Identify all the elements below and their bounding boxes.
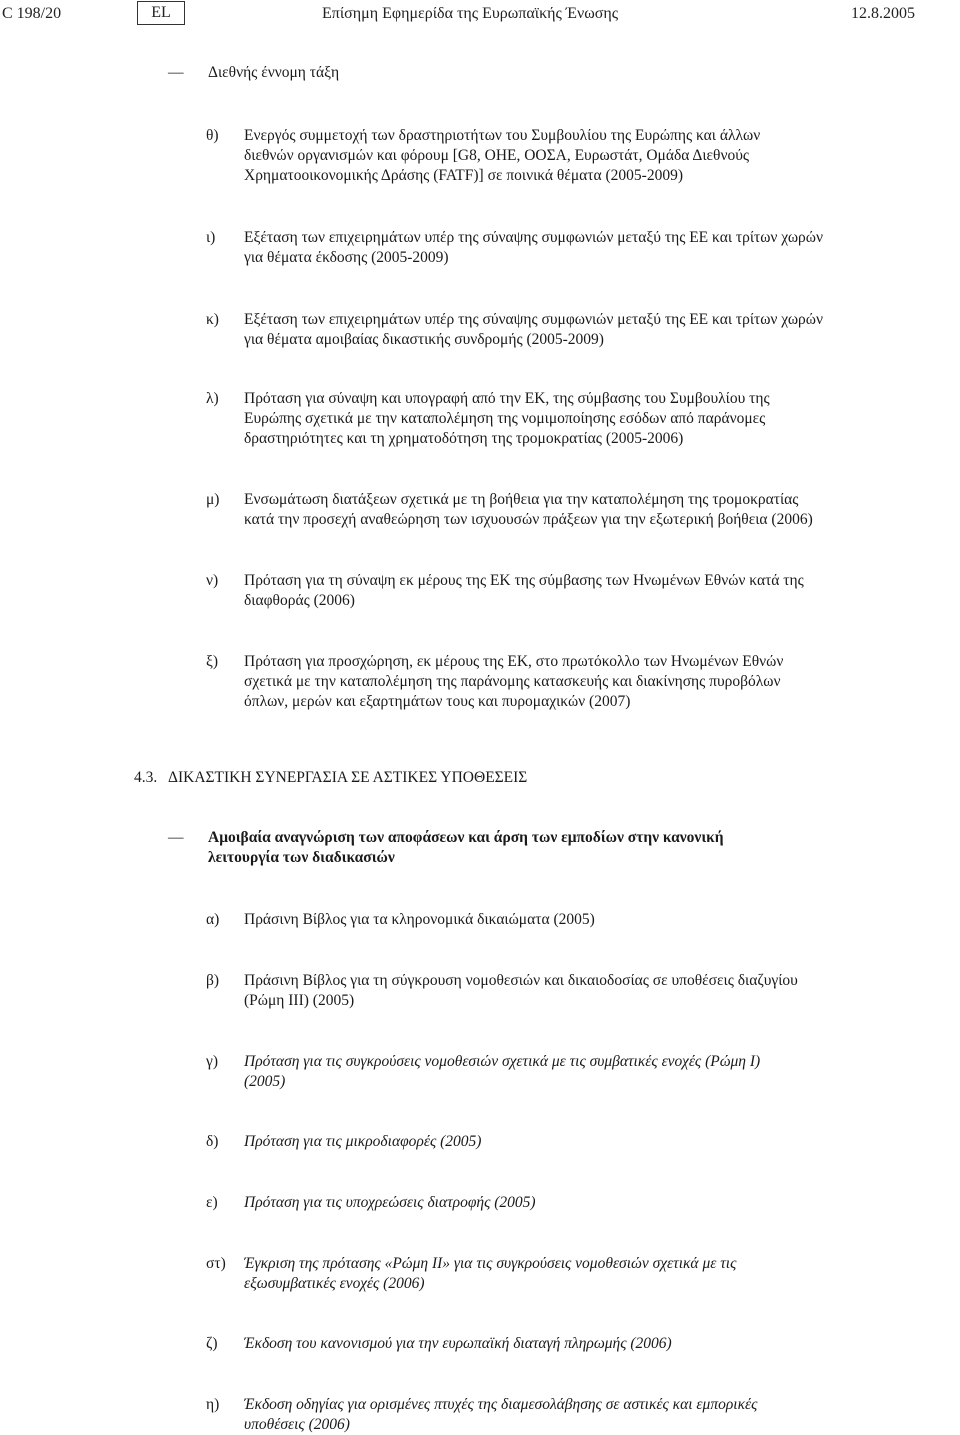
item-text [244,389,866,449]
item-marker: ζ) [206,1335,218,1352]
item-marker: ι) [206,229,216,246]
item-marker: α) [206,911,220,928]
item-line: Έκδοση οδηγίας για ορισμένες πτυχές της διαμεσολάβησης σε αστικές και εμπορικές [244,1396,758,1413]
item-line: Πράσινη Βίβλος για τη σύγκρουση νομοθεσιών και δικαιοδοσίας σε υποθέσεις διαζυγίου [244,972,798,989]
item-line: Πράσινη Βίβλος για τα κληρονομικά δικαιώματα (2005) [244,911,595,928]
item-line: για θέματα έκδοσης (2005-2009) [244,249,449,266]
item-line: Πρόταση για σύναψη και υπογραφή από την ΕΚ, της σύμβασης του Συμβουλίου της [244,390,770,407]
item-marker: θ) [206,127,219,144]
item-marker: δ) [206,1133,219,1150]
item-marker: η) [206,1396,220,1413]
section-title: ΔΙΚΑΣΤΙΚΗ ΣΥΝΕΡΓΑΣΙΑ ΣΕ ΑΣΤΙΚΕΣ ΥΠΟΘΕΣΕΙΣ [168,769,528,786]
item-line: Έκδοση του κανονισμού για την ευρωπαϊκή διαταγή πληρωμής (2006) [244,1335,672,1352]
item-line: Πρόταση για προσχώρηση, εκ μέρους της ΕΚ, στο πρωτόκολλο των Ηνωμένων Εθνών [244,653,784,670]
page-header [0,0,960,30]
item-marker: μ) [206,491,220,508]
item-text [244,1395,866,1435]
heading-dash: — [168,829,184,846]
item-line: Πρόταση για τη σύναψη εκ μέρους της ΕΚ της σύμβασης των Ηνωμένων Εθνών κατά της [244,572,804,589]
item-text [244,126,866,186]
item-marker: β) [206,972,220,989]
item-text [244,490,866,530]
item-line: Πρόταση για τις συγκρούσεις νομοθεσιών σχετικά με τις συμβατικές ενοχές (Ρώμη Ι) [244,1053,761,1070]
item-text [244,910,866,930]
item-line: Πρόταση για τις μικροδιαφορές (2005) [244,1133,482,1150]
item-line: (2005) [244,1073,286,1090]
item-text [244,228,866,268]
item-line: υποθέσεις (2006) [244,1416,350,1433]
item-text [244,971,866,1011]
item-text [244,1052,866,1092]
item-text [244,571,866,611]
item-text [244,1193,866,1213]
item-line: (Ρώμη ΙΙΙ) (2005) [244,992,355,1009]
heading-line: Αμοιβαία αναγνώριση των αποφάσεων και άρση των εμποδίων στην κανονική [208,829,724,846]
item-marker: γ) [206,1053,219,1070]
item-marker: στ) [206,1255,226,1272]
item-line: διεθνών οργανισμών και φόρουμ [G8, ΟΗΕ, ΟΟΣΑ, Ευρωστάτ, Ομάδα Διεθνούς [244,147,750,164]
language-badge: EL [137,1,185,25]
item-line: Ευρώπης σχετικά με την καταπολέμηση της νομιμοποίησης εσόδων από παράνομες [244,410,766,427]
item-line: Εξέταση των επιχειρημάτων υπέρ της σύναψης συμφωνιών μεταξύ της ΕΕ και τρίτων χωρών [244,229,823,246]
item-line: διαφθοράς (2006) [244,592,355,609]
item-line: Χρηματοοικονομικής Δράσης (FATF)] σε ποινικά θέματα (2005-2009) [244,167,683,184]
item-marker: ε) [206,1194,218,1211]
item-text [244,652,866,712]
item-line: για θέματα αμοιβαίας δικαστικής συνδρομής (2005-2009) [244,331,604,348]
item-marker: ν) [206,572,219,589]
item-marker: λ) [206,390,219,407]
item-text [244,1254,866,1294]
item-line: κατά την προσεχή αναθεώρηση των ισχυουσών πράξεων για την εξωτερική βοήθεια (2006) [244,511,813,528]
item-line: Ενσωμάτωση διατάξεων σχετικά με τη βοήθεια για την καταπολέμηση της τρομοκρατίας [244,491,799,508]
item-line: Εξέταση των επιχειρημάτων υπέρ της σύναψης συμφωνιών μεταξύ της ΕΕ και τρίτων χωρών [244,311,823,328]
civil-heading-text [208,828,866,868]
item-marker: ξ) [206,653,219,670]
item-line: σχετικά με την καταπολέμηση της παράνομης κατασκευής και διακίνησης πυροβόλων [244,673,781,690]
item-text [244,1334,866,1354]
intl-heading-text: Διεθνής έννομη τάξη [208,64,340,81]
item-line: Έγκριση της πρότασης «Ρώμη ΙΙ» για τις συγκρούσεις νομοθεσιών σχετικά με τις [244,1255,737,1272]
section-number: 4.3. [134,769,158,786]
journal-title: Επίσημη Εφημερίδα της Ευρωπαϊκής Ένωσης [322,5,619,22]
page-number: C 198/20 [2,5,62,22]
item-line: Ενεργός συμμετοχή των δραστηριοτήτων του Συμβουλίου της Ευρώπης και άλλων [244,127,761,144]
item-marker: κ) [206,311,219,328]
item-line: εξωσυμβατικές ενοχές (2006) [244,1275,425,1292]
item-line: Πρόταση για τις υποχρεώσεις διατροφής (2005) [244,1194,536,1211]
heading-dash: — [168,64,184,81]
publication-date: 12.8.2005 [851,5,915,22]
item-line: όπλων, μερών και εξαρτημάτων τους και πυρομαχικών (2007) [244,693,631,710]
item-line: δραστηριότητες και τη χρηματοδότηση της τρομοκρατίας (2005-2006) [244,430,684,447]
item-text [244,1132,866,1152]
heading-line: λειτουργία των διαδικασιών [208,849,395,866]
item-text [244,310,866,350]
